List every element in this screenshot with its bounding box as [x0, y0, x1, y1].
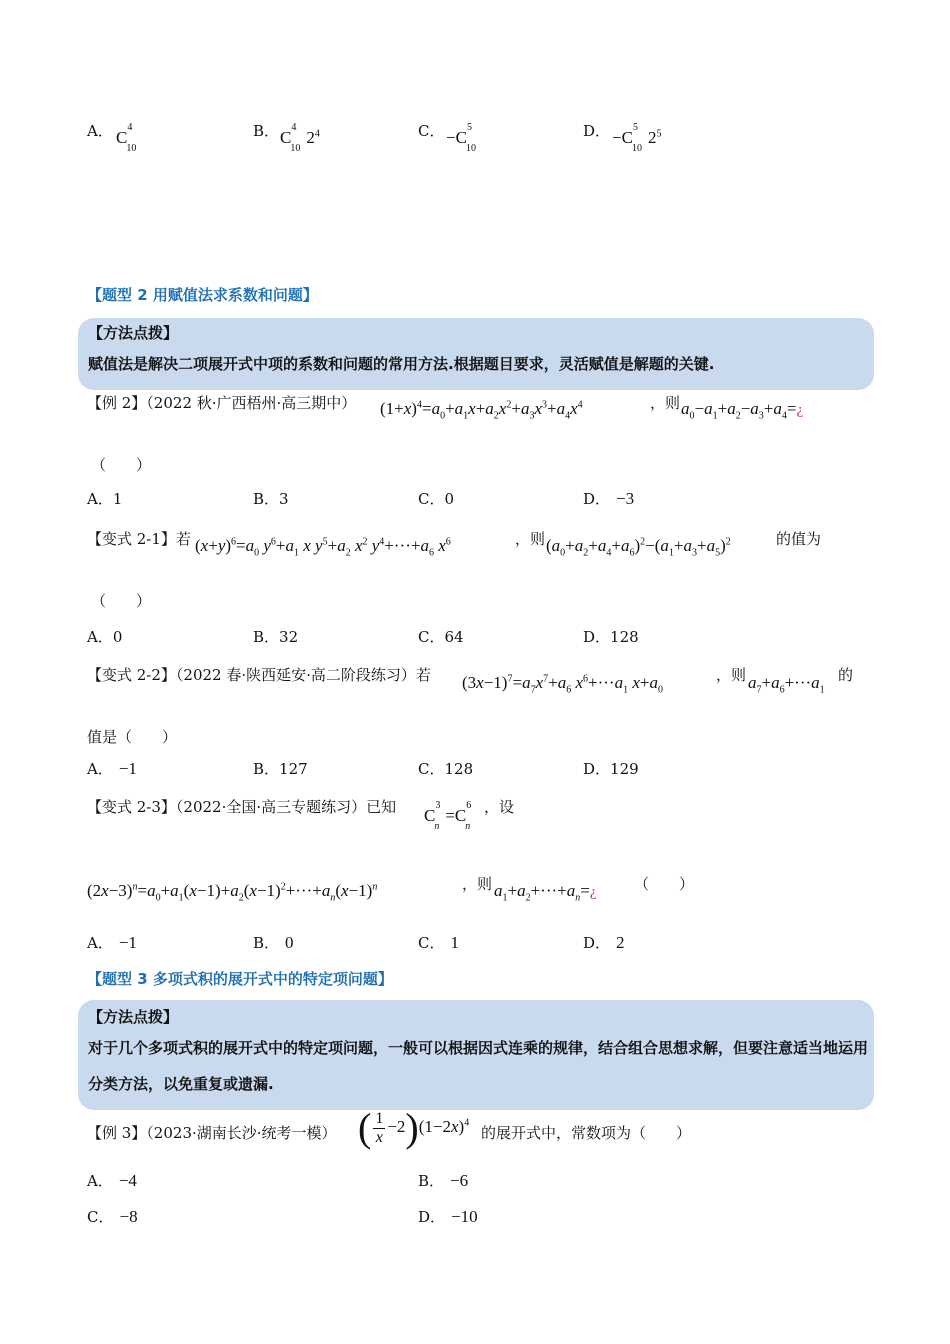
example-2-option-a: A．1 — [87, 490, 123, 508]
example-3-expression: ( $\frac{1}{x}$ $-2)(1-2x)^4$ — [358, 1105, 470, 1150]
variant-2-2-then: ，则 — [716, 666, 747, 684]
option-a-math: $C^4_{10}$ — [116, 122, 137, 155]
question-mark: ¿ — [589, 884, 597, 900]
variant-2-3-option-c: C． 1 — [418, 933, 459, 952]
option-c-math: $-C^5_{10}$ — [446, 122, 476, 155]
method-text: 赋值法是解决二项展开式中项的系数和问题的常用方法.根据题目要求，灵活赋值是解题的关键. — [88, 355, 715, 373]
option-d-math: $-C^5_{10}2^5$ — [612, 122, 662, 155]
variant-2-2-expression: $a_7+a_6+\cdot\cdot\cdot a_1$ — [748, 673, 825, 696]
variant-2-1-blank: （ ） — [91, 592, 152, 610]
example-3-option-b: B． −6 — [418, 1171, 469, 1190]
variant-2-3-equation: $(2x-3)^n=a_0+a_1(x-1)+a_2(x-1)^2+\cdot\cdot\cdot+a_n(x-1)^n$ — [87, 881, 378, 904]
variant-2-1-option-a: A．0 — [87, 628, 123, 646]
variant-2-3-condition: $C^3_n=C^6_n$ — [424, 800, 472, 833]
variant-2-1-option-d: D．128 — [583, 628, 639, 646]
section-heading-type3: 【题型 3 多项式积的展开式中的特定项问题】 — [87, 970, 393, 988]
variant-2-1-option-b: B．32 — [253, 628, 299, 646]
example-2-option-b: B．3 — [253, 490, 289, 508]
variant-2-2-suffix: 的 — [838, 666, 854, 684]
variant-2-1-suffix: 的值为 — [776, 530, 822, 548]
method-title: 【方法点拨】 — [88, 1008, 179, 1026]
variant-2-2-option-d: D．129 — [583, 760, 639, 778]
variant-2-2-option-a: A． −1 — [87, 759, 137, 778]
variant-2-3-prefix: 【变式 2-3】（2022·全国·高三专题练习）已知 — [87, 798, 397, 816]
variant-2-2-option-b: B．127 — [253, 760, 308, 778]
method-text: 对于几个多项式积的展开式中的特定项问题，一般可以根据因式连乘的规律，结合组合思想求解，但要注意适当地运用分类方法，以免重复或遗漏. — [88, 1039, 869, 1093]
example-2-equation: $(1+x)^4=a_0+a_1x+a_2x^2+a_3x^3+a_4x^4$ — [380, 399, 583, 422]
example-3-option-c: C． −8 — [87, 1207, 138, 1226]
method-box-2 — [78, 1000, 874, 1110]
example-2-then: ，则 — [650, 394, 681, 412]
example-2-prefix: 【例 2】（2022 秋·广西梧州·高三期中） — [87, 394, 357, 412]
example-2-option-c: C．0 — [418, 490, 455, 508]
option-c-label: C． — [418, 122, 445, 140]
option-b-math: $C^4_{10}2^4$ — [280, 122, 320, 155]
method-title: 【方法点拨】 — [88, 324, 179, 342]
option-d-label: D． — [583, 122, 611, 140]
variant-2-2-prefix: 【变式 2-2】（2022 春·陕西延安·高二阶段练习）若 — [87, 666, 431, 684]
option-b-label: B． — [253, 122, 280, 140]
variant-2-1-then: ，则 — [515, 530, 546, 548]
variant-2-3-then: ，则 — [462, 875, 493, 893]
variant-2-2-line2: 值是（ ） — [87, 728, 178, 746]
example-3-option-a: A． −4 — [87, 1171, 137, 1190]
variant-2-3-blank: （ ） — [634, 875, 695, 893]
variant-2-1-option-c: C．64 — [418, 628, 464, 646]
variant-2-1-equation: $(x+y)^6=a_0$ $y^6+a_1$ x $y^5+a_2$ $x^2$ $y^4+\cdot\cdot\cdot+a_6$ $x^6$ — [195, 536, 451, 559]
example-3-option-d: D． −10 — [418, 1207, 478, 1226]
variant-2-2-option-c: C．128 — [418, 760, 474, 778]
example-2-blank: （ ） — [91, 456, 152, 474]
variant-2-3-option-a: A． −1 — [87, 933, 137, 952]
method-box-1 — [78, 318, 874, 390]
variant-2-3-option-d: D． 2 — [583, 933, 625, 952]
variant-2-3-mid: ，设 — [484, 798, 515, 816]
example-2-expression: $a_0-a_1+a_2-a_3+a_4=¿$ — [681, 399, 804, 422]
example-2-option-d: D． −3 — [583, 489, 635, 508]
variant-2-3-expression: $a_1+a_2+\cdot\cdot\cdot+a_n=¿$ — [494, 881, 597, 904]
variant-2-3-option-b: B． 0 — [253, 933, 294, 952]
variant-2-2-equation: $(3x-1)^7=a_7x^7+a_6$ $x^6+\cdot\cdot\cdot a_1$ $x+a_0$ — [462, 673, 663, 696]
variant-2-1-expression: $(a_0+a_2+a_4+a_6)^2-(a_1+a_3+a_5)^2$ — [546, 536, 731, 559]
question-mark: ¿ — [796, 402, 804, 418]
example-3-prefix: 【例 3】（2023·湖南长沙·统考一模） — [87, 1124, 337, 1142]
variant-2-1-prefix: 【变式 2-1】若 — [87, 530, 191, 548]
example-3-suffix: 的展开式中，常数项为（ ） — [481, 1124, 692, 1142]
section-heading-type2: 【题型 2 用赋值法求系数和问题】 — [87, 286, 318, 304]
option-a-label: A． — [87, 122, 113, 140]
